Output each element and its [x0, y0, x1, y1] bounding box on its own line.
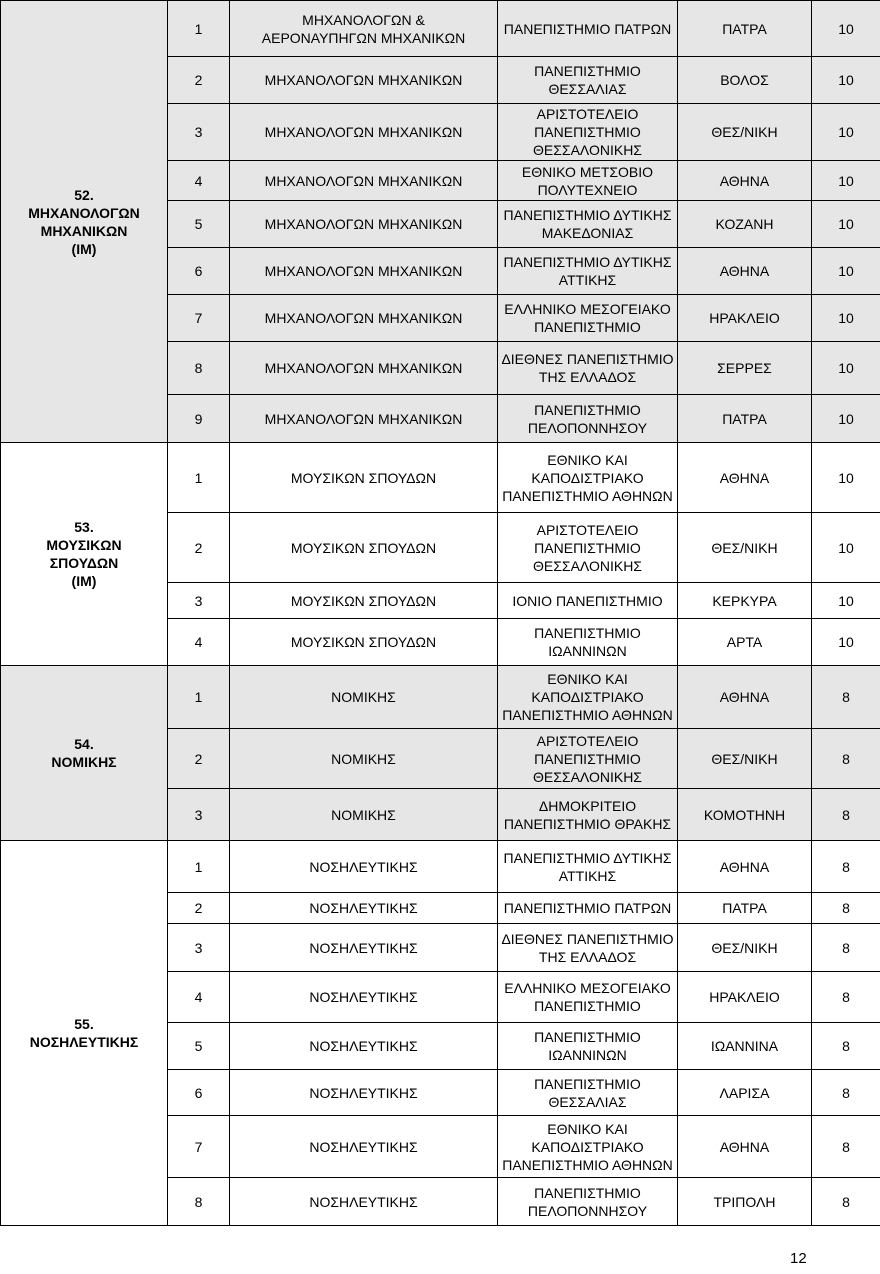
score-cell: 8: [812, 666, 880, 729]
university-cell: ΠΑΝΕΠΙΣΤΗΜΙΟ ΙΩΑΝΝΙΝΩΝ: [498, 1023, 678, 1070]
rank-cell: 3: [168, 104, 230, 161]
university-cell: ΑΡΙΣΤΟΤΕΛΕΙΟ ΠΑΝΕΠΙΣΤΗΜΙΟ ΘΕΣΣΑΛΟΝΙΚΗΣ: [498, 729, 678, 789]
university-cell: ΑΡΙΣΤΟΤΕΛΕΙΟ ΠΑΝΕΠΙΣΤΗΜΙΟ ΘΕΣΣΑΛΟΝΙΚΗΣ: [498, 513, 678, 583]
department-cell: ΜΗΧΑΝΟΛΟΓΩΝ ΜΗΧΑΝΙΚΩΝ: [230, 57, 498, 104]
city-cell: ΑΘΗΝΑ: [678, 841, 812, 893]
table-row: [1, 1, 880, 57]
university-cell: ΕΛΛΗΝΙΚΟ ΜΕΣΟΓΕΙΑΚΟ ΠΑΝΕΠΙΣΤΗΜΙΟ: [498, 295, 678, 342]
city-cell: ΠΑΤΡΑ: [678, 893, 812, 924]
university-cell: ΠΑΝΕΠΙΣΤΗΜΙΟ ΠΑΤΡΩΝ: [498, 893, 678, 924]
city-cell: ΚΟΜΟΤΗΝΗ: [678, 789, 812, 841]
score-cell: 10: [812, 342, 880, 395]
university-cell: ΔΙΕΘΝΕΣ ΠΑΝΕΠΙΣΤΗΜΙΟ ΤΗΣ ΕΛΛΑΔΟΣ: [498, 342, 678, 395]
city-cell: ΘΕΣ/ΝΙΚΗ: [678, 729, 812, 789]
score-cell: 8: [812, 893, 880, 924]
city-cell: ΘΕΣ/ΝΙΚΗ: [678, 513, 812, 583]
department-cell: ΜΗΧΑΝΟΛΟΓΩΝ ΜΗΧΑΝΙΚΩΝ: [230, 342, 498, 395]
table-row: [1, 841, 880, 893]
rank-cell: 1: [168, 666, 230, 729]
university-cell: ΕΘΝΙΚΟ ΜΕΤΣΟΒΙΟ ΠΟΛΥΤΕΧΝΕΙΟ: [498, 161, 678, 201]
university-cell: ΔΙΕΘΝΕΣ ΠΑΝΕΠΙΣΤΗΜΙΟ ΤΗΣ ΕΛΛΑΔΟΣ: [498, 924, 678, 972]
university-cell: ΠΑΝΕΠΙΣΤΗΜΙΟ ΙΩΑΝΝΙΝΩΝ: [498, 619, 678, 666]
rank-cell: 2: [168, 729, 230, 789]
university-cell: ΕΘΝΙΚΟ ΚΑΙ ΚΑΠΟΔΙΣΤΡΙΑΚΟ ΠΑΝΕΠΙΣΤΗΜΙΟ ΑΘΗΝΩΝ: [498, 1116, 678, 1178]
score-cell: 10: [812, 619, 880, 666]
score-cell: 10: [812, 583, 880, 619]
rank-cell: 4: [168, 161, 230, 201]
department-cell: ΝΟΣΗΛΕΥΤΙΚΗΣ: [230, 841, 498, 893]
department-cell: ΜΗΧΑΝΟΛΟΓΩΝ ΜΗΧΑΝΙΚΩΝ: [230, 295, 498, 342]
table-row: [1, 443, 880, 513]
rank-cell: 8: [168, 342, 230, 395]
score-cell: 10: [812, 513, 880, 583]
score-cell: 8: [812, 789, 880, 841]
page-number: 12: [790, 1250, 807, 1267]
city-cell: ΗΡΑΚΛΕΙΟ: [678, 295, 812, 342]
rank-cell: 6: [168, 248, 230, 295]
rank-cell: 3: [168, 924, 230, 972]
city-cell: ΠΑΤΡΑ: [678, 1, 812, 57]
rank-cell: 7: [168, 295, 230, 342]
rank-cell: 6: [168, 1070, 230, 1116]
city-cell: ΑΘΗΝΑ: [678, 248, 812, 295]
city-cell: ΛΑΡΙΣΑ: [678, 1070, 812, 1116]
rank-cell: 2: [168, 893, 230, 924]
department-cell: ΜΟΥΣΙΚΩΝ ΣΠΟΥΔΩΝ: [230, 513, 498, 583]
department-cell: ΝΟΜΙΚΗΣ: [230, 789, 498, 841]
department-cell: ΜΗΧΑΝΟΛΟΓΩΝ ΜΗΧΑΝΙΚΩΝ: [230, 201, 498, 248]
university-cell: ΔΗΜΟΚΡΙΤΕΙΟ ΠΑΝΕΠΙΣΤΗΜΙΟ ΘΡΑΚΗΣ: [498, 789, 678, 841]
city-cell: ΑΡΤΑ: [678, 619, 812, 666]
score-cell: 8: [812, 1023, 880, 1070]
city-cell: ΑΘΗΝΑ: [678, 1116, 812, 1178]
university-cell: ΕΘΝΙΚΟ ΚΑΙ ΚΑΠΟΔΙΣΤΡΙΑΚΟ ΠΑΝΕΠΙΣΤΗΜΙΟ ΑΘΗΝΩΝ: [498, 666, 678, 729]
department-cell: ΜΗΧΑΝΟΛΟΓΩΝ ΜΗΧΑΝΙΚΩΝ: [230, 395, 498, 443]
university-cell: ΠΑΝΕΠΙΣΤΗΜΙΟ ΔΥΤΙΚΗΣ ΑΤΤΙΚΗΣ: [498, 248, 678, 295]
department-cell: ΝΟΣΗΛΕΥΤΙΚΗΣ: [230, 1178, 498, 1226]
rank-cell: 4: [168, 972, 230, 1023]
city-cell: ΠΑΤΡΑ: [678, 395, 812, 443]
university-cell: ΕΛΛΗΝΙΚΟ ΜΕΣΟΓΕΙΑΚΟ ΠΑΝΕΠΙΣΤΗΜΙΟ: [498, 972, 678, 1023]
score-cell: 10: [812, 443, 880, 513]
city-cell: ΑΘΗΝΑ: [678, 443, 812, 513]
department-cell: ΝΟΜΙΚΗΣ: [230, 666, 498, 729]
city-cell: ΗΡΑΚΛΕΙΟ: [678, 972, 812, 1023]
score-cell: 10: [812, 395, 880, 443]
category-cell: 54. ΝΟΜΙΚΗΣ: [1, 666, 168, 841]
department-cell: ΜΗΧΑΝΟΛΟΓΩΝ & ΑΕΡΟΝΑΥΠΗΓΩΝ ΜΗΧΑΝΙΚΩΝ: [230, 1, 498, 57]
city-cell: ΤΡΙΠΟΛΗ: [678, 1178, 812, 1226]
department-cell: ΜΟΥΣΙΚΩΝ ΣΠΟΥΔΩΝ: [230, 443, 498, 513]
department-cell: ΜΟΥΣΙΚΩΝ ΣΠΟΥΔΩΝ: [230, 619, 498, 666]
score-cell: 10: [812, 201, 880, 248]
table-body: [1, 1, 880, 1226]
city-cell: ΙΩΑΝΝΙΝΑ: [678, 1023, 812, 1070]
score-cell: 8: [812, 1070, 880, 1116]
city-cell: ΘΕΣ/ΝΙΚΗ: [678, 924, 812, 972]
department-cell: ΝΟΣΗΛΕΥΤΙΚΗΣ: [230, 893, 498, 924]
university-cell: ΕΘΝΙΚΟ ΚΑΙ ΚΑΠΟΔΙΣΤΡΙΑΚΟ ΠΑΝΕΠΙΣΤΗΜΙΟ ΑΘΗΝΩΝ: [498, 443, 678, 513]
department-cell: ΜΗΧΑΝΟΛΟΓΩΝ ΜΗΧΑΝΙΚΩΝ: [230, 104, 498, 161]
university-cell: ΠΑΝΕΠΙΣΤΗΜΙΟ ΠΕΛΟΠΟΝΝΗΣΟΥ: [498, 395, 678, 443]
city-cell: ΒΟΛΟΣ: [678, 57, 812, 104]
score-cell: 8: [812, 841, 880, 893]
department-cell: ΜΟΥΣΙΚΩΝ ΣΠΟΥΔΩΝ: [230, 583, 498, 619]
rank-cell: 2: [168, 513, 230, 583]
university-cell: ΠΑΝΕΠΙΣΤΗΜΙΟ ΔΥΤΙΚΗΣ ΜΑΚΕΔΟΝΙΑΣ: [498, 201, 678, 248]
university-cell: ΙΟΝΙΟ ΠΑΝΕΠΙΣΤΗΜΙΟ: [498, 583, 678, 619]
score-cell: 8: [812, 924, 880, 972]
rank-cell: 3: [168, 789, 230, 841]
score-cell: 8: [812, 729, 880, 789]
rank-cell: 5: [168, 201, 230, 248]
rank-cell: 8: [168, 1178, 230, 1226]
city-cell: ΑΘΗΝΑ: [678, 666, 812, 729]
rank-cell: 3: [168, 583, 230, 619]
score-cell: 8: [812, 972, 880, 1023]
department-cell: ΝΟΣΗΛΕΥΤΙΚΗΣ: [230, 1023, 498, 1070]
category-cell: 52. ΜΗΧΑΝΟΛΟΓΩΝ ΜΗΧΑΝΙΚΩΝ (ΙΜ): [1, 1, 168, 443]
rank-cell: 1: [168, 841, 230, 893]
table-row: [1, 666, 880, 729]
department-cell: ΝΟΜΙΚΗΣ: [230, 729, 498, 789]
city-cell: ΣΕΡΡΕΣ: [678, 342, 812, 395]
rank-cell: 2: [168, 57, 230, 104]
score-cell: 10: [812, 161, 880, 201]
university-cell: ΠΑΝΕΠΙΣΤΗΜΙΟ ΘΕΣΣΑΛΙΑΣ: [498, 1070, 678, 1116]
rank-cell: 1: [168, 443, 230, 513]
department-cell: ΝΟΣΗΛΕΥΤΙΚΗΣ: [230, 924, 498, 972]
category-cell: 53. ΜΟΥΣΙΚΩΝ ΣΠΟΥΔΩΝ (ΙΜ): [1, 443, 168, 666]
city-cell: ΘΕΣ/ΝΙΚΗ: [678, 104, 812, 161]
university-cell: ΑΡΙΣΤΟΤΕΛΕΙΟ ΠΑΝΕΠΙΣΤΗΜΙΟ ΘΕΣΣΑΛΟΝΙΚΗΣ: [498, 104, 678, 161]
score-cell: 10: [812, 1, 880, 57]
department-cell: ΝΟΣΗΛΕΥΤΙΚΗΣ: [230, 1116, 498, 1178]
city-cell: ΚΟΖΑΝΗ: [678, 201, 812, 248]
department-cell: ΜΗΧΑΝΟΛΟΓΩΝ ΜΗΧΑΝΙΚΩΝ: [230, 248, 498, 295]
rank-cell: 5: [168, 1023, 230, 1070]
university-cell: ΠΑΝΕΠΙΣΤΗΜΙΟ ΠΑΤΡΩΝ: [498, 1, 678, 57]
score-cell: 10: [812, 104, 880, 161]
department-cell: ΝΟΣΗΛΕΥΤΙΚΗΣ: [230, 972, 498, 1023]
city-cell: ΚΕΡΚΥΡΑ: [678, 583, 812, 619]
rank-cell: 9: [168, 395, 230, 443]
rank-cell: 4: [168, 619, 230, 666]
department-cell: ΜΗΧΑΝΟΛΟΓΩΝ ΜΗΧΑΝΙΚΩΝ: [230, 161, 498, 201]
city-cell: ΑΘΗΝΑ: [678, 161, 812, 201]
rank-cell: 1: [168, 1, 230, 57]
score-cell: 10: [812, 57, 880, 104]
score-cell: 8: [812, 1178, 880, 1226]
university-cell: ΠΑΝΕΠΙΣΤΗΜΙΟ ΠΕΛΟΠΟΝΝΗΣΟΥ: [498, 1178, 678, 1226]
score-cell: 8: [812, 1116, 880, 1178]
department-cell: ΝΟΣΗΛΕΥΤΙΚΗΣ: [230, 1070, 498, 1116]
score-cell: 10: [812, 248, 880, 295]
university-cell: ΠΑΝΕΠΙΣΤΗΜΙΟ ΘΕΣΣΑΛΙΑΣ: [498, 57, 678, 104]
category-cell: 55. ΝΟΣΗΛΕΥΤΙΚΗΣ: [1, 841, 168, 1226]
score-cell: 10: [812, 295, 880, 342]
rank-cell: 7: [168, 1116, 230, 1178]
university-cell: ΠΑΝΕΠΙΣΤΗΜΙΟ ΔΥΤΙΚΗΣ ΑΤΤΙΚΗΣ: [498, 841, 678, 893]
